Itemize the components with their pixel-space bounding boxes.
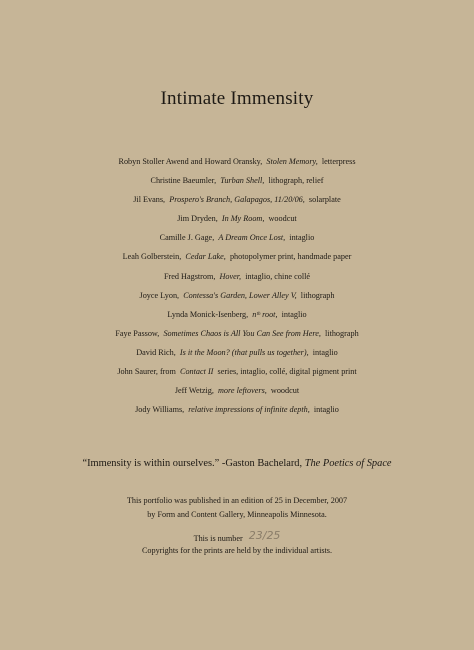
credit-artist: Robyn Stoller Awend and Howard Oransky, bbox=[118, 157, 263, 166]
credit-line bbox=[0, 324, 474, 343]
credit-artist: Joyce Lyon, bbox=[139, 290, 180, 300]
credit-artist: John Saurer, from bbox=[117, 367, 176, 377]
credit-line bbox=[0, 152, 474, 171]
quote-book-title: The Poetics of Space bbox=[304, 458, 392, 469]
credit-line bbox=[0, 267, 474, 286]
credit-artist: Lynda Monick-Isenberg, bbox=[167, 309, 249, 319]
credit-medium: intaglio, chine collé bbox=[245, 271, 310, 281]
credit-artist: Christine Baeumler, bbox=[150, 176, 217, 186]
quote-attribution: -Gaston Bachelard, bbox=[221, 458, 303, 469]
credit-line bbox=[0, 400, 474, 419]
credits-list bbox=[0, 152, 474, 419]
credit-medium: intaglio bbox=[312, 347, 338, 357]
credit-medium: woodcut bbox=[268, 214, 297, 224]
credit-work-title: Turban Shell, bbox=[220, 176, 265, 186]
credit-work-title: In My Room, bbox=[221, 214, 265, 224]
credit-artist: Fred Hagstrom, bbox=[164, 271, 216, 281]
credit-work-title: nᵗʰ root, bbox=[252, 309, 278, 319]
credit-work-title: Hover, bbox=[219, 271, 242, 281]
credit-artist: Faye Passow, bbox=[115, 328, 160, 338]
credit-work-title: Prospero's Branch, Galapagos, 11/20/06, bbox=[169, 195, 305, 205]
credit-line bbox=[0, 190, 474, 209]
credit-artist: Jim Dryden, bbox=[177, 214, 218, 224]
credit-line bbox=[0, 286, 474, 305]
credit-artist: Jeff Wetzig, bbox=[174, 386, 214, 396]
handwritten-edition-number: 23/25 bbox=[248, 529, 281, 542]
credit-medium: intaglio bbox=[313, 405, 339, 415]
credit-medium: lithograph bbox=[325, 328, 359, 338]
credit-work-title: Is it the Moon? (that pulls us together), bbox=[179, 347, 309, 357]
credit-medium: solarplate bbox=[308, 195, 341, 205]
credit-work-title: relative impressions of infinite depth, bbox=[188, 405, 310, 415]
publication-line-2: by Form and Content Gallery, Minneapolis Minnesota. bbox=[147, 510, 327, 519]
credit-medium: series, intaglio, collé, digital pigment print bbox=[217, 367, 357, 377]
credit-work-title: A Dream Once Lost, bbox=[218, 233, 286, 243]
publication-line-1: This portfolio was published in an edition of 25 in December, 2007 bbox=[126, 496, 348, 505]
page-title: Intimate Immensity bbox=[160, 88, 314, 109]
credit-work-title: more leftovers, bbox=[218, 386, 267, 396]
credit-line bbox=[0, 228, 474, 247]
credit-work-title: Contact II bbox=[179, 367, 214, 377]
credit-line bbox=[0, 343, 474, 362]
credit-artist: David Rich, bbox=[136, 347, 176, 357]
edition-number-label: This is number bbox=[193, 534, 243, 543]
credit-medium: intaglio bbox=[289, 233, 315, 243]
credit-work-title: Sometimes Chaos is All You Can See from Here, bbox=[163, 328, 321, 338]
credit-work-title: Contessa's Garden, Lower Alley V, bbox=[183, 290, 297, 300]
credit-line bbox=[0, 171, 474, 190]
credit-medium: photopolymer print, handmade paper bbox=[229, 252, 352, 262]
credit-artist: Jil Evans, bbox=[133, 195, 166, 205]
credit-line bbox=[0, 247, 474, 266]
credit-medium: intaglio bbox=[281, 309, 307, 319]
credit-medium: lithograph, relief bbox=[268, 176, 324, 186]
quote-text: “Immensity is within ourselves.” bbox=[82, 458, 220, 469]
credit-work-title: Stolen Memory, bbox=[266, 157, 318, 166]
credit-line bbox=[0, 305, 474, 324]
publication-info bbox=[0, 494, 474, 522]
credit-line bbox=[0, 362, 474, 381]
credit-line bbox=[0, 381, 474, 400]
credit-artist: Leah Golberstein, bbox=[122, 252, 182, 262]
credit-medium: lithograph bbox=[300, 290, 335, 300]
epigraph bbox=[0, 458, 474, 469]
credit-line bbox=[0, 209, 474, 228]
credit-artist: Camille J. Gage, bbox=[159, 233, 215, 243]
copyright-notice: Copyrights for the prints are held by the individual artists. bbox=[141, 546, 333, 555]
credit-artist: Jody Williams, bbox=[135, 405, 185, 415]
edition-number bbox=[0, 531, 474, 544]
credit-work-title: Cedar Lake, bbox=[185, 252, 226, 262]
credit-medium: letterpress bbox=[321, 157, 356, 166]
credit-medium: woodcut bbox=[270, 386, 300, 396]
